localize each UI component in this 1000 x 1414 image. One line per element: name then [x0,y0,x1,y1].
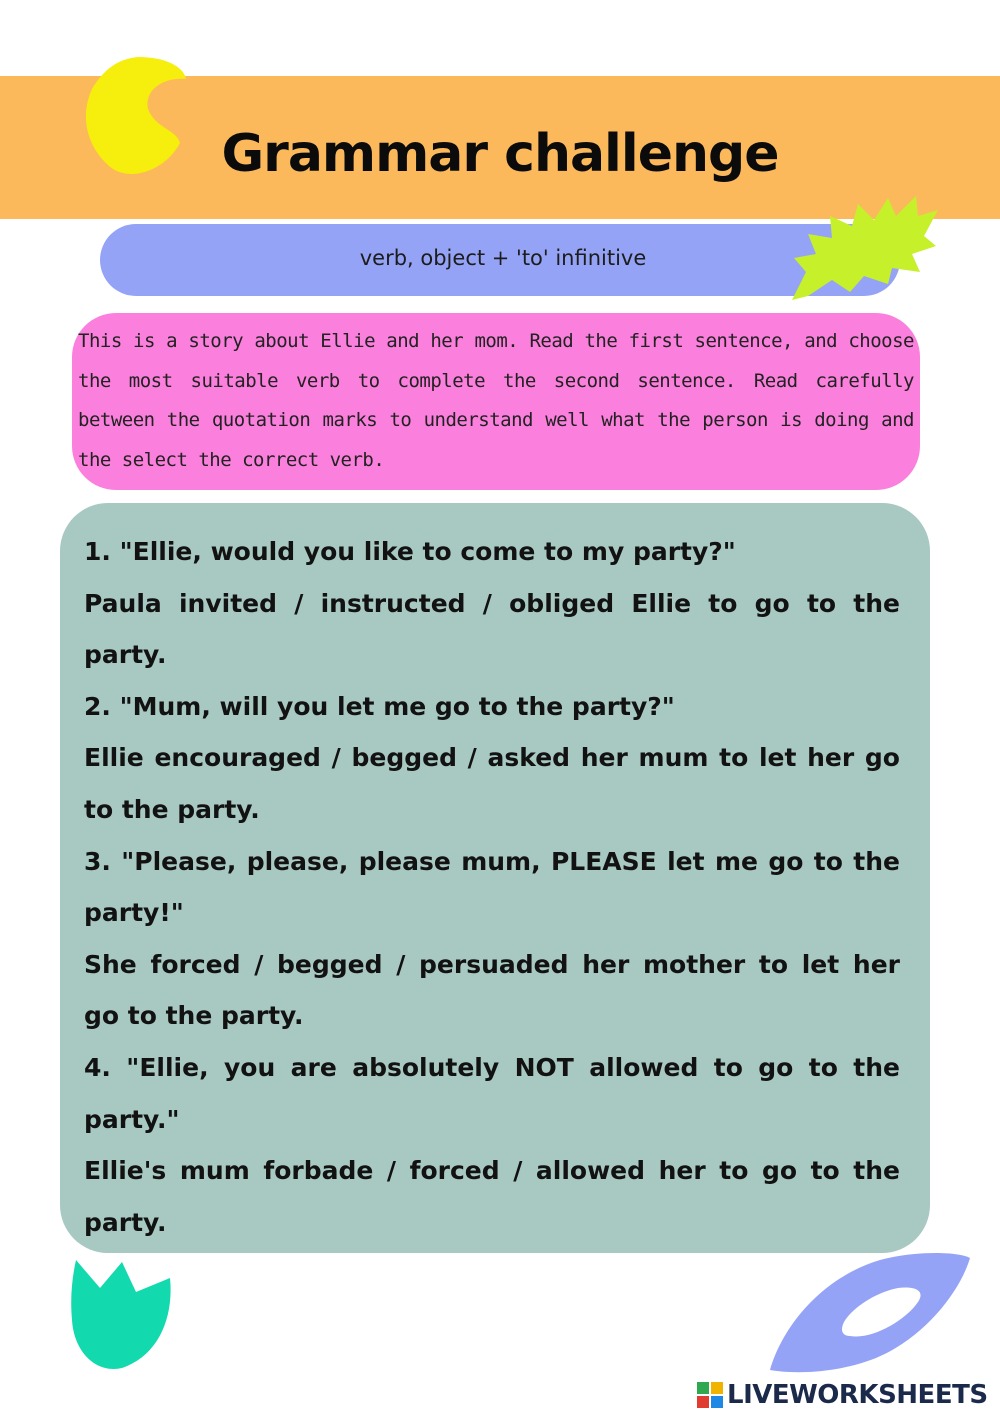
question-2-answer-line-2: to the party. [84,794,260,824]
instructions-text: This is a story about Ellie and her mom. Read the first sentence, and choose the most suitable verb to complete the second sentence. Read carefully between the quotation marks to understand well what the person is doing and the select the correct verb. [78,330,914,471]
liveworksheets-watermark [697,1378,988,1412]
question-3-answer-line-1: She forced / begged / persuaded her mother to let her [84,949,900,979]
watermark-text: LIVEWORKSHEETS [727,1380,988,1410]
teal-tulip-decoration [70,1258,178,1372]
question-3-prompt-line-1: 3. "Please, please, please mum, PLEASE let me go to the [84,846,900,876]
subtitle-text: verb, object + 'to' infinitive [359,246,647,270]
question-1-answer-line-1: Paula invited / instructed / obliged Ellie to go to the [84,588,900,618]
question-2-answer-line-1: Ellie encouraged / begged / asked her mum to let her go [84,743,900,773]
question-4-prompt-line-1: 4. "Ellie, you are absolutely NOT allowed to go to the [84,1052,900,1082]
green-leaf-decoration [788,180,940,304]
question-4-answer-line-2: party. [84,1207,167,1237]
question-1-answer-line-2: party. [84,640,167,670]
periwinkle-leaf-decoration [764,1252,974,1374]
question-3-prompt-line-2: party!" [84,898,184,928]
page-title: Grammar challenge [221,124,779,184]
question-1-prompt: 1. "Ellie, would you like to come to my party?" [84,537,736,566]
question-4-prompt-line-2: party." [84,1104,180,1134]
question-4-answer-line-1: Ellie's mum forbade / forced / allowed her to go to the [84,1156,900,1186]
question-3-answer-line-2: go to the party. [84,1001,304,1031]
liveworksheets-logo-icon [697,1382,723,1408]
questions-list [84,526,900,1248]
question-2-prompt: 2. "Mum, will you let me go to the party?" [84,691,675,721]
